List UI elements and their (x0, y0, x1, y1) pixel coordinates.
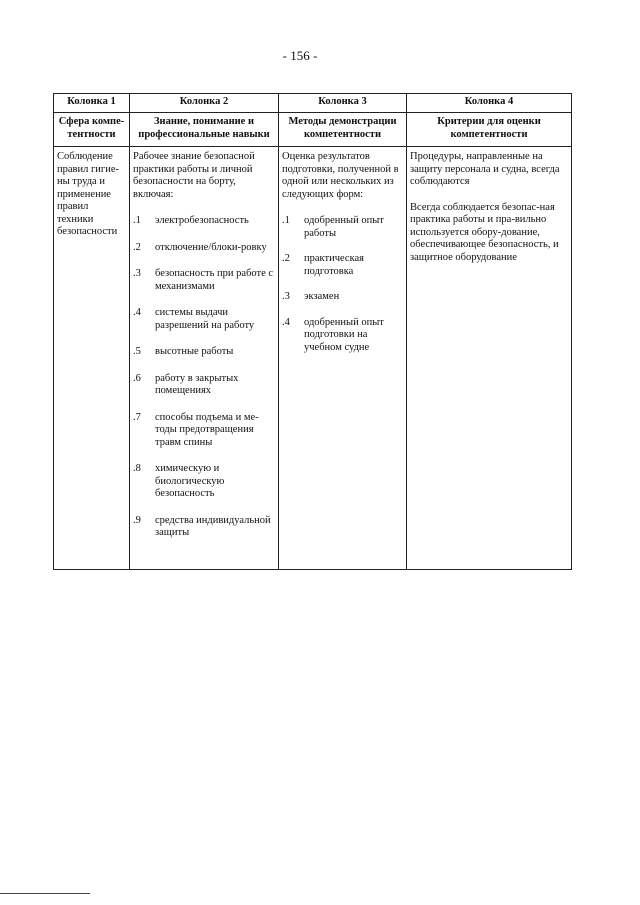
item-number: .4 (133, 307, 141, 318)
column-header-1: Колонка 1 (54, 94, 130, 113)
list-item (133, 373, 275, 398)
competence-text: Соблюдение правил гигие-ны труда и применение правил техники безопасности (57, 151, 119, 237)
item-text: работу в закрытых помещениях (155, 372, 239, 396)
item-text: средства индивидуальной защиты (155, 514, 271, 538)
item-number: .2 (282, 253, 290, 264)
list-item (133, 307, 275, 332)
list-item (133, 412, 275, 450)
criteria-cell (407, 147, 572, 570)
knowledge-intro: Рабочее знание безопасной практики работы и личной безопасности на борту, включая: (133, 151, 255, 200)
item-text: одобренный опыт подготовки на учебном судне (304, 316, 384, 353)
item-text: высотные работы (155, 346, 234, 357)
item-text: отключение/блоки-ровку (155, 241, 267, 253)
column-header-row (54, 94, 572, 113)
item-number: .1 (282, 215, 290, 226)
subheader-row (54, 113, 572, 147)
list-item (133, 242, 275, 255)
item-number: .6 (133, 372, 141, 384)
list-item (282, 291, 403, 304)
list-item (282, 317, 403, 355)
item-number: .9 (133, 514, 141, 526)
footer-rule (0, 893, 90, 894)
item-number: .3 (282, 291, 290, 302)
subheader-evaluation-criteria: Критерии для оценки компетентности (407, 113, 572, 147)
subheader-competence-area: Сфера компе-тентности (54, 113, 130, 147)
item-text: экзамен (304, 291, 340, 302)
item-number: .4 (282, 316, 290, 328)
item-number: .3 (133, 268, 141, 279)
competence-cell (54, 147, 130, 570)
criteria-paragraph: Процедуры, направленные на защиту персонала и судна, всегда соблюдаются (410, 151, 560, 187)
demonstration-intro: Оценка результатов подготовки, полученной в одной или нескольких из следующих форм: (282, 151, 399, 200)
list-item (133, 346, 275, 359)
item-text: практическая подготовка (304, 253, 364, 277)
list-item (282, 215, 403, 240)
item-number: .2 (133, 241, 141, 253)
criteria-paragraph: Всегда соблюдается безопас-ная практика работы и пра-вильно используется обору-дование, обеспечивающее безопасность, и защитное оборудование (410, 201, 559, 263)
item-number: .8 (133, 463, 141, 474)
item-number: .7 (133, 411, 141, 423)
item-number: .1 (133, 215, 141, 226)
column-header-4: Колонка 4 (407, 94, 572, 113)
list-item (282, 253, 403, 278)
item-text: химическую и биологическую безопасность (155, 463, 225, 499)
item-text: одобренный опыт работы (304, 215, 384, 239)
subheader-knowledge: Знание, понимание и профессиональные навыки (130, 113, 279, 147)
page-number: - 156 - (282, 48, 318, 63)
demonstration-cell (279, 147, 407, 570)
knowledge-cell (130, 147, 279, 570)
subheader-demonstration-methods: Методы демонстрации компетентности (279, 113, 407, 147)
item-number: .5 (133, 346, 141, 357)
item-text: электробезопасность (155, 215, 249, 226)
item-text: способы подъема и ме-тоды предотвращения травм спины (155, 411, 259, 448)
column-header-2: Колонка 2 (130, 94, 279, 113)
item-text: системы выдачи разрешений на работу (155, 307, 255, 331)
list-item (133, 463, 275, 501)
list-item (133, 215, 275, 228)
item-text: безопасность при работе с механизмами (155, 268, 274, 292)
competence-table (53, 93, 572, 570)
table-row (54, 147, 572, 570)
list-item (133, 515, 275, 540)
list-item (133, 268, 275, 293)
column-header-3: Колонка 3 (279, 94, 407, 113)
